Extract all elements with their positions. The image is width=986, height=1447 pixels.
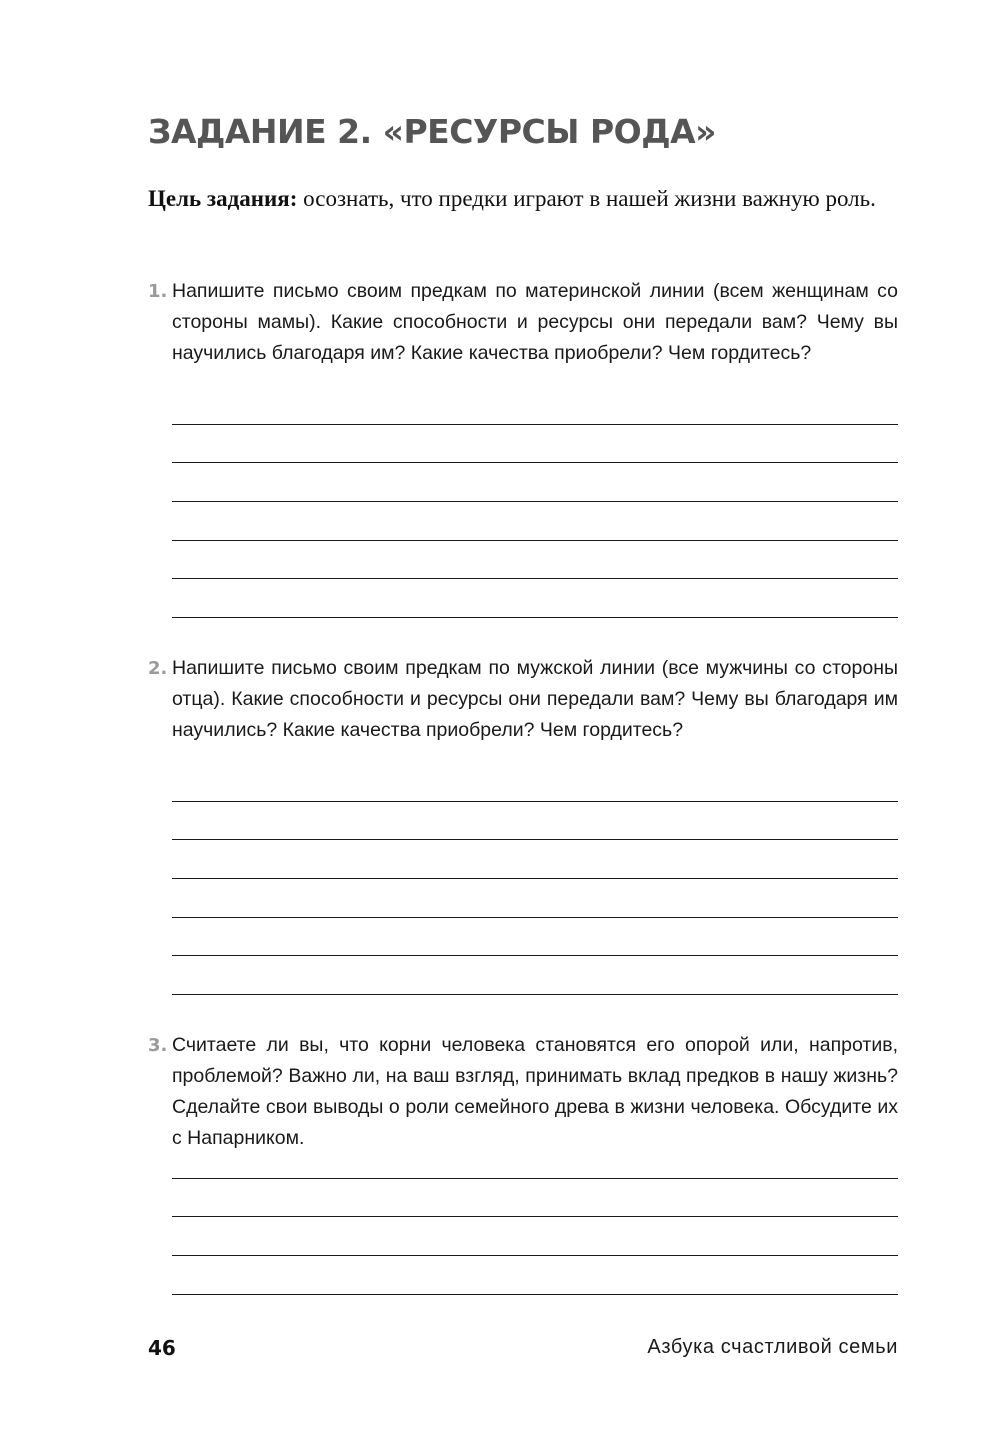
answer-line[interactable] (172, 918, 898, 957)
task-question: Напишите письмо своим предкам по мужской линии (все мужчины со стороны отца). Какие способности и ресурсы они передали вам? Чему вы благодаря им научились? Какие качества приобрели? Чем гордитесь? (172, 657, 898, 741)
page-title: ЗАДАНИЕ 2. «РЕСУРСЫ РОДА» (148, 112, 716, 151)
answer-line[interactable] (172, 1256, 898, 1295)
answer-line[interactable] (172, 1217, 898, 1256)
answer-lines-3 (172, 1140, 898, 1295)
answer-line[interactable] (172, 579, 898, 618)
task-number: 1. (148, 281, 168, 302)
answer-line[interactable] (172, 463, 898, 502)
answer-line[interactable] (172, 386, 898, 425)
task-question: Напишите письмо своим предкам по материнской линии (всем женщинам со стороны мамы). Какие способности и ресурсы они передали вам? Чему вы научились благодаря им? Какие качества приобрели? Чем гордитесь? (172, 280, 898, 364)
answer-line[interactable] (172, 879, 898, 918)
answer-lines-1 (172, 386, 898, 618)
task-number: 2. (148, 658, 168, 679)
task-goal (148, 182, 898, 215)
answer-line[interactable] (172, 956, 898, 995)
answer-line[interactable] (172, 502, 898, 541)
answer-line[interactable] (172, 1140, 898, 1179)
page-number: 46 (148, 1336, 176, 1360)
goal-text: осознать, что предки играют в нашей жизни важную роль. (303, 186, 876, 211)
answer-line[interactable] (172, 541, 898, 580)
task-number: 3. (148, 1035, 168, 1056)
answer-lines-2 (172, 763, 898, 995)
task-item-2 (148, 653, 898, 746)
answer-line[interactable] (172, 802, 898, 841)
task-item-1 (148, 276, 898, 369)
running-title: Азбука счастливой семьи (647, 1336, 898, 1358)
answer-line[interactable] (172, 425, 898, 464)
goal-label: Цель задания: (148, 186, 298, 211)
answer-line[interactable] (172, 1179, 898, 1218)
answer-line[interactable] (172, 763, 898, 802)
task-question: Считаете ли вы, что корни человека становятся его опорой или, напротив, проблемой? Важно ли, на ваш взгляд, принимать вклад предков в нашу жизнь? Сделайте свои выводы о роли семейного древа в жизни человека. Обсудите их с Напарником. (172, 1034, 898, 1149)
answer-line[interactable] (172, 840, 898, 879)
task-item-3 (148, 1030, 898, 1154)
